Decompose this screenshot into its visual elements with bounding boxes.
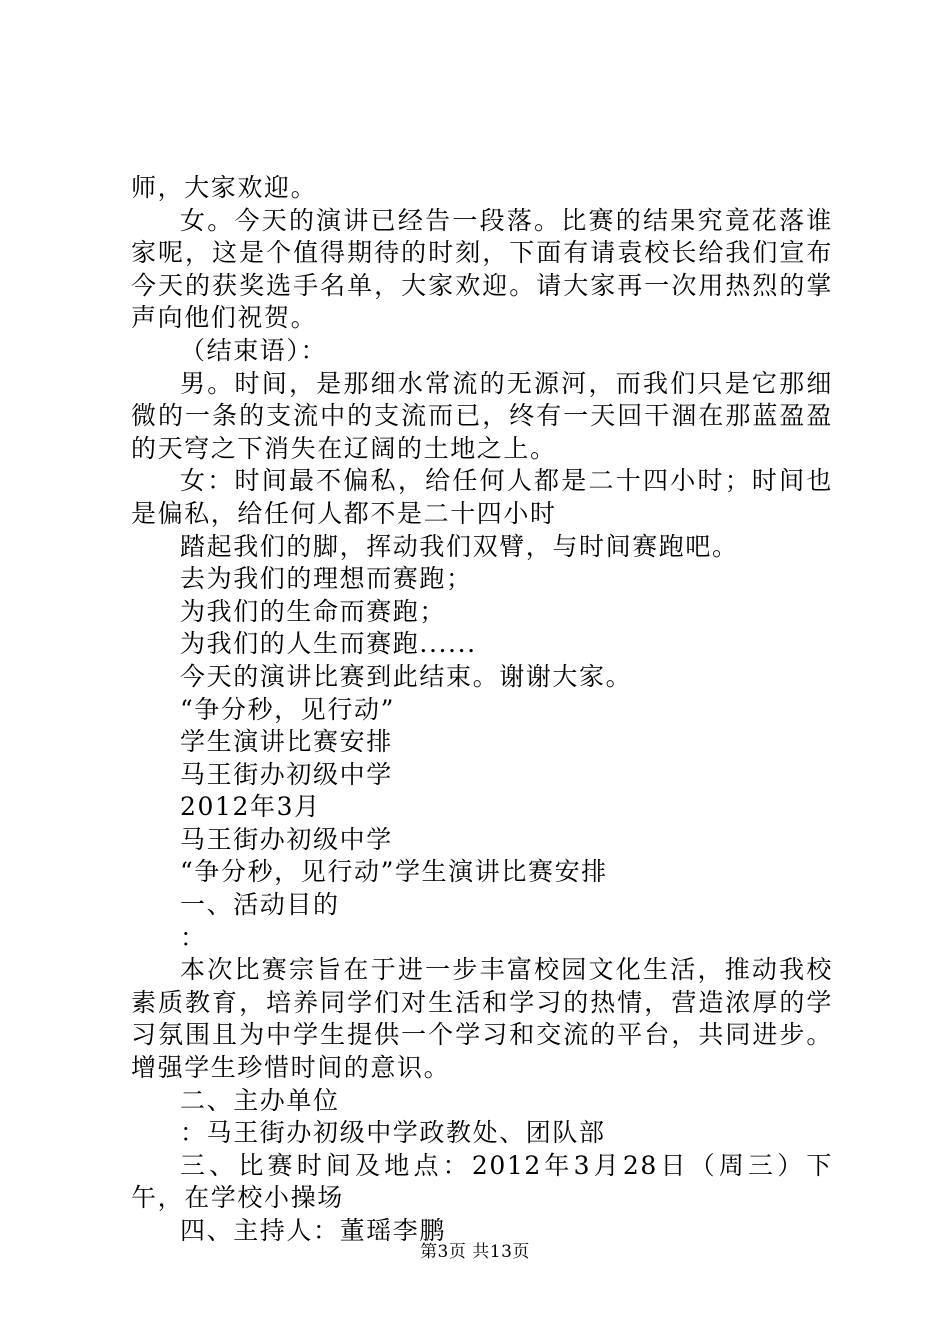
paragraph: 师，大家欢迎。: [131, 173, 318, 202]
paragraph: 四、主持人：董瑶李鹏: [180, 1216, 447, 1245]
paragraph: 今天的演讲比赛到此结束。谢谢大家。: [180, 661, 633, 691]
paragraph: 学生演讲比赛安排: [180, 727, 393, 757]
paragraph: 为我们的人生而赛跑......: [180, 629, 477, 659]
paragraph: 马王街办初级中学: [180, 824, 393, 854]
paragraph: 本次比赛宗旨在于进一步丰富校园文化生活，推动我校素质教育，培养同学们对生活和学习的热情，营造浓厚的学习氛围且为中学生提供一个学习和交流的平台，共同进步。增强学生珍惜时间的意识。: [131, 955, 833, 1083]
paragraph: ：马王街办初级中学政教处、团队部: [180, 1118, 606, 1148]
paragraph: “争分秒，见行动”学生演讲比赛安排: [180, 857, 608, 887]
paragraph: （结束语）：: [180, 335, 328, 365]
paragraph: 女：时间最不偏私，给任何人都是二十四小时；时间也是偏私，给任何人都不是二十四小时: [131, 466, 833, 528]
paragraph: 踏起我们的脚，挥动我们双臂，与时间赛跑吧。: [180, 531, 739, 561]
paragraph: 2012年3月: [180, 792, 321, 822]
paragraph: ：: [180, 922, 207, 952]
paragraph: 男。时间，是那细水常流的无源河，而我们只是它那细微的一条的支流中的支流而已，终有一天回干涸在那蓝盈盈的天穹之下消失在辽阔的土地之上。: [131, 368, 833, 463]
document-body: [131, 172, 833, 1248]
page-footer: 第3页 共13页: [420, 1242, 530, 1262]
paragraph: 女。今天的演讲已经告一段落。比赛的结果究竟花落谁家呢，这是个值得期待的时刻，下面有请袁校长给我们宣布今天的获奖选手名单，大家欢迎。请大家再一次用热烈的掌声向他们祝贺。: [131, 205, 833, 333]
paragraph: 为我们的生命而赛跑；: [180, 596, 447, 626]
paragraph: 一、活动目的: [180, 890, 340, 920]
paragraph: 去为我们的理想而赛跑；: [180, 564, 473, 594]
paragraph: “争分秒，见行动”: [180, 694, 395, 724]
paragraph: 马王街办初级中学: [180, 759, 393, 789]
paragraph: 三、比赛时间及地点：2012年3月28日（周三）下午，在学校小操场: [131, 1150, 833, 1213]
paragraph: 二、主办单位: [180, 1085, 340, 1115]
